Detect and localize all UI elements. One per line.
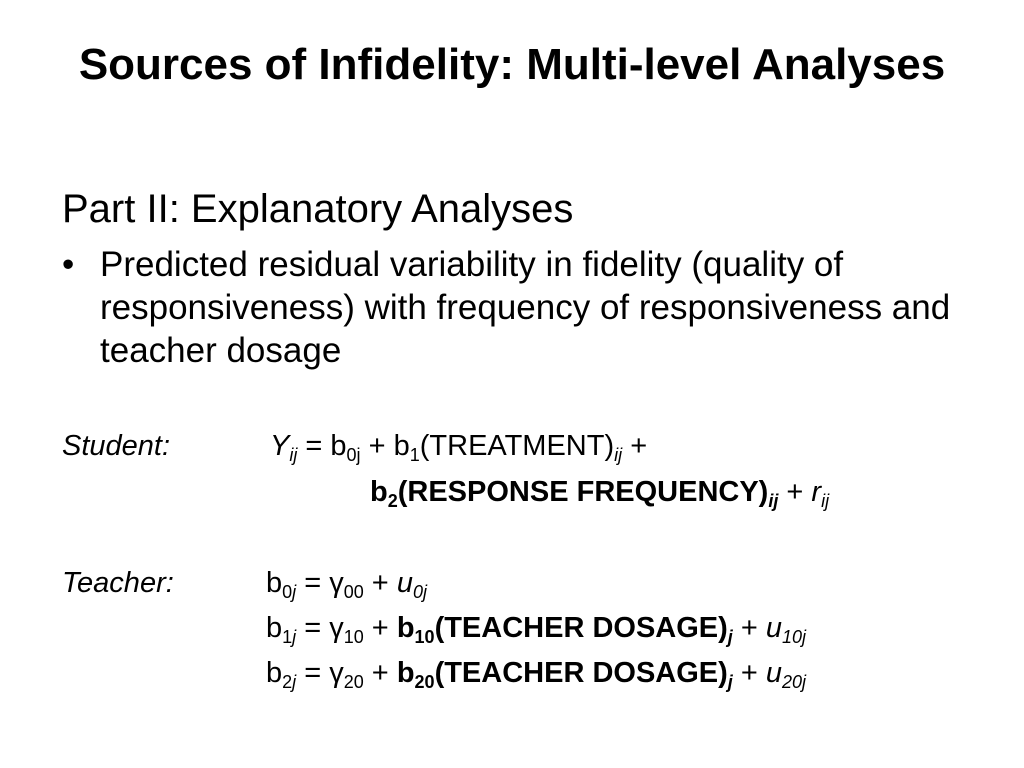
gamma-00-subscript: 00 [343,582,364,602]
u10j-symbol: u [765,612,783,644]
teacher-dosage-term: (TEACHER DOSAGE) [434,657,728,689]
b20-coefficient: b [396,657,415,689]
y-subscript: ij [289,445,298,465]
treatment-term: (TREATMENT) [419,430,615,462]
b2j-subscript: 2j [282,672,297,692]
u0j-symbol: u [396,567,413,599]
b1j-symbol: b [266,612,283,644]
b2-subscript: 2 [387,491,398,511]
plus-b1: + b [360,430,410,462]
teacher-equation-2 [266,610,806,646]
gamma-20-subscript: 20 [343,672,364,692]
u20j-subscript: 20j [782,672,807,692]
plus-sign: + [363,567,397,599]
y-variable: Y [270,430,290,462]
b10-coefficient: b [396,612,415,644]
teacher-equation-3 [266,655,806,691]
teacher-equation-1 [266,565,427,601]
gamma-10: = γ [296,612,344,644]
section-subtitle: Part II: Explanatory Analyses [62,187,574,231]
dosage-subscript: j [727,672,733,692]
dosage-subscript: j [727,627,733,647]
plus-sign: + [732,612,766,644]
student-equation-line-1 [270,428,647,464]
response-frequency-term: (RESPONSE FREQUENCY) [397,476,769,508]
b0j-subscript: 0j [282,582,297,602]
b10-subscript: 10 [414,627,435,647]
r-subscript: ij [821,491,830,511]
r-residual: r [811,476,822,508]
b2j-symbol: b [266,657,283,689]
bullet-point [62,243,1012,372]
treatment-subscript: ij [614,445,623,465]
gamma-10-subscript: 10 [343,627,364,647]
student-equation-line-2 [370,474,829,510]
plus-sign: + [363,657,397,689]
response-subscript: ij [768,491,779,511]
b0j-symbol: b [266,567,283,599]
teacher-label: Teacher: [62,567,174,599]
b0-subscript: 0j [346,445,361,465]
u20j-symbol: u [765,657,783,689]
slide-title: Sources of Infidelity: Multi-level Analyses [78,40,946,89]
b1-subscript: 1 [409,445,420,465]
b20-subscript: 20 [414,672,435,692]
plus-sign: + [363,612,397,644]
gamma-20: = γ [296,657,344,689]
trailing-plus: + [622,430,648,462]
b1j-subscript: 1j [282,627,297,647]
bullet-text: Predicted residual variability in fidelity (quality of responsiveness) with frequency of responsiveness and teacher dosage [100,245,951,370]
gamma-00: = γ [296,567,344,599]
eq-b0: = b [297,430,347,462]
b2-coefficient: b [370,476,388,508]
plus-r: + [778,476,812,508]
bullet-icon: • [62,245,75,284]
plus-sign: + [732,657,766,689]
u10j-subscript: 10j [782,627,807,647]
student-label: Student: [62,430,171,462]
u0j-subscript: 0j [412,582,427,602]
teacher-dosage-term: (TEACHER DOSAGE) [434,612,728,644]
